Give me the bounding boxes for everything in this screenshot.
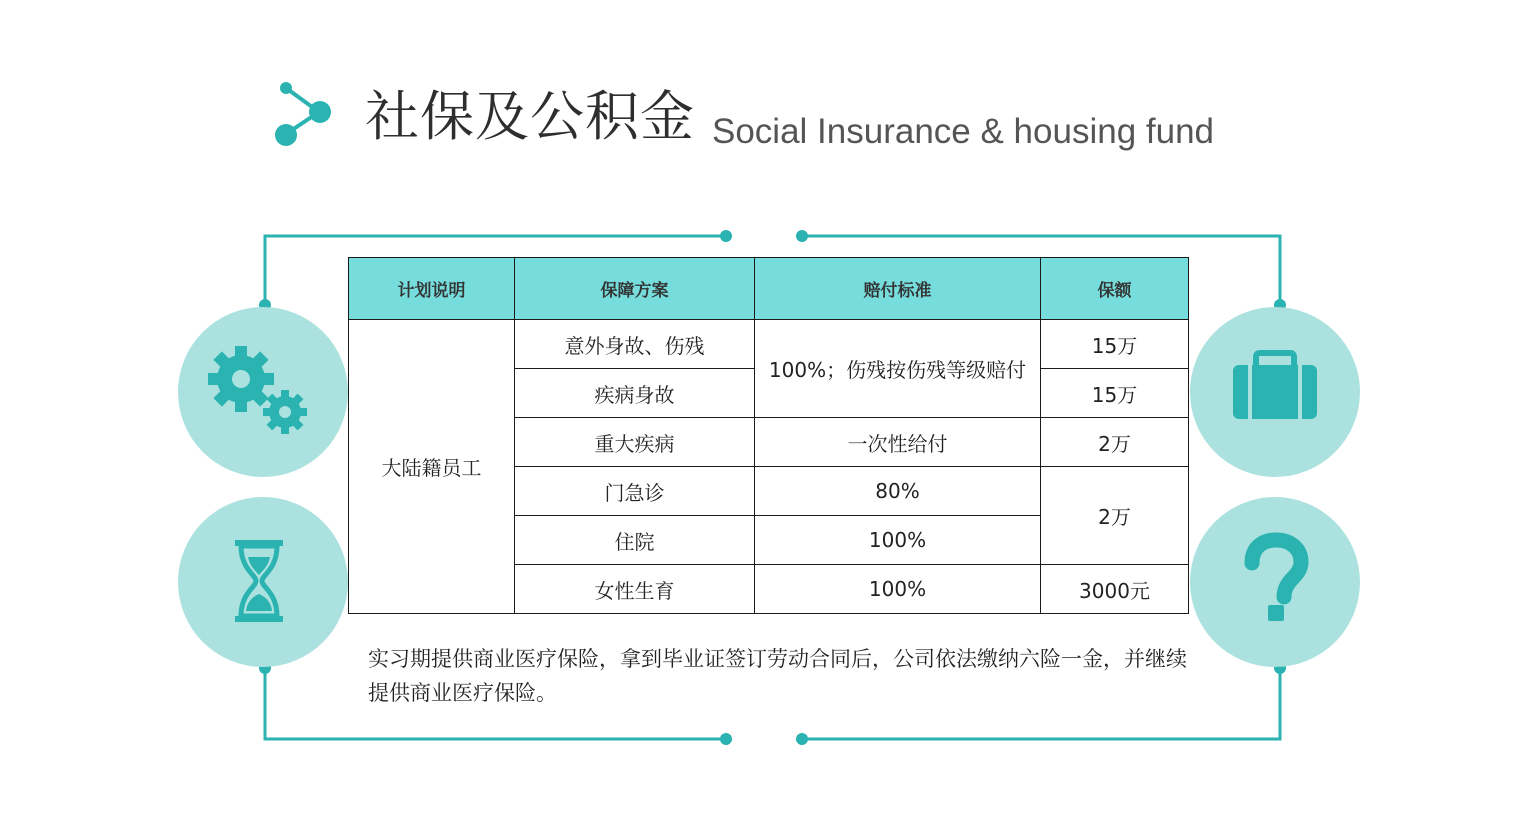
plan-cell: 重大疾病 <box>515 418 755 467</box>
standard-cell: 100%；伤残按伤残等级赔付 <box>755 320 1041 418</box>
table-header-row <box>349 258 1189 320</box>
amount-cell: 15万 <box>1041 320 1189 369</box>
page-subtitle: Social Insurance & housing fund <box>712 112 1214 151</box>
header-coverage-plan: 保障方案 <box>515 258 755 320</box>
plan-cell: 女性生育 <box>515 565 755 614</box>
employee-group-cell: 大陆籍员工 <box>349 320 515 614</box>
frame-dot <box>720 230 732 242</box>
frame-dot <box>796 230 808 242</box>
standard-cell: 100% <box>755 565 1041 614</box>
amount-cell: 2万 <box>1041 418 1189 467</box>
amount-cell: 3000元 <box>1041 565 1189 614</box>
plan-cell: 门急诊 <box>515 467 755 516</box>
frame-dot <box>720 733 732 745</box>
header-coverage-amount: 保额 <box>1041 258 1189 320</box>
plan-cell: 意外身故、伤残 <box>515 320 755 369</box>
plan-cell: 疾病身故 <box>515 369 755 418</box>
share-nodes-icon <box>270 78 336 150</box>
page-title: 社保及公积金 <box>365 85 695 148</box>
plan-cell: 住院 <box>515 516 755 565</box>
gears-circle <box>178 307 348 477</box>
header-payout-standard: 赔付标准 <box>755 258 1041 320</box>
policy-note: 实习期提供商业医疗保险，拿到毕业证签订劳动合同后，公司依法缴纳六险一金，并继续提供商业医疗保险。 <box>368 647 1187 705</box>
question-circle <box>1190 497 1360 667</box>
standard-cell: 100% <box>755 516 1041 565</box>
header-plan-description: 计划说明 <box>349 258 515 320</box>
standard-cell: 一次性给付 <box>755 418 1041 467</box>
briefcase-circle <box>1190 307 1360 477</box>
briefcase-icon <box>1190 307 1360 477</box>
question-icon <box>1190 497 1360 667</box>
gears-icon <box>178 307 348 477</box>
standard-cell: 80% <box>755 467 1041 516</box>
insurance-table <box>348 257 1189 614</box>
hourglass-circle <box>178 497 348 667</box>
amount-cell: 15万 <box>1041 369 1189 418</box>
hourglass-icon <box>178 497 348 667</box>
table-row <box>349 320 1189 369</box>
frame-dot <box>796 733 808 745</box>
amount-cell: 2万 <box>1041 467 1189 565</box>
